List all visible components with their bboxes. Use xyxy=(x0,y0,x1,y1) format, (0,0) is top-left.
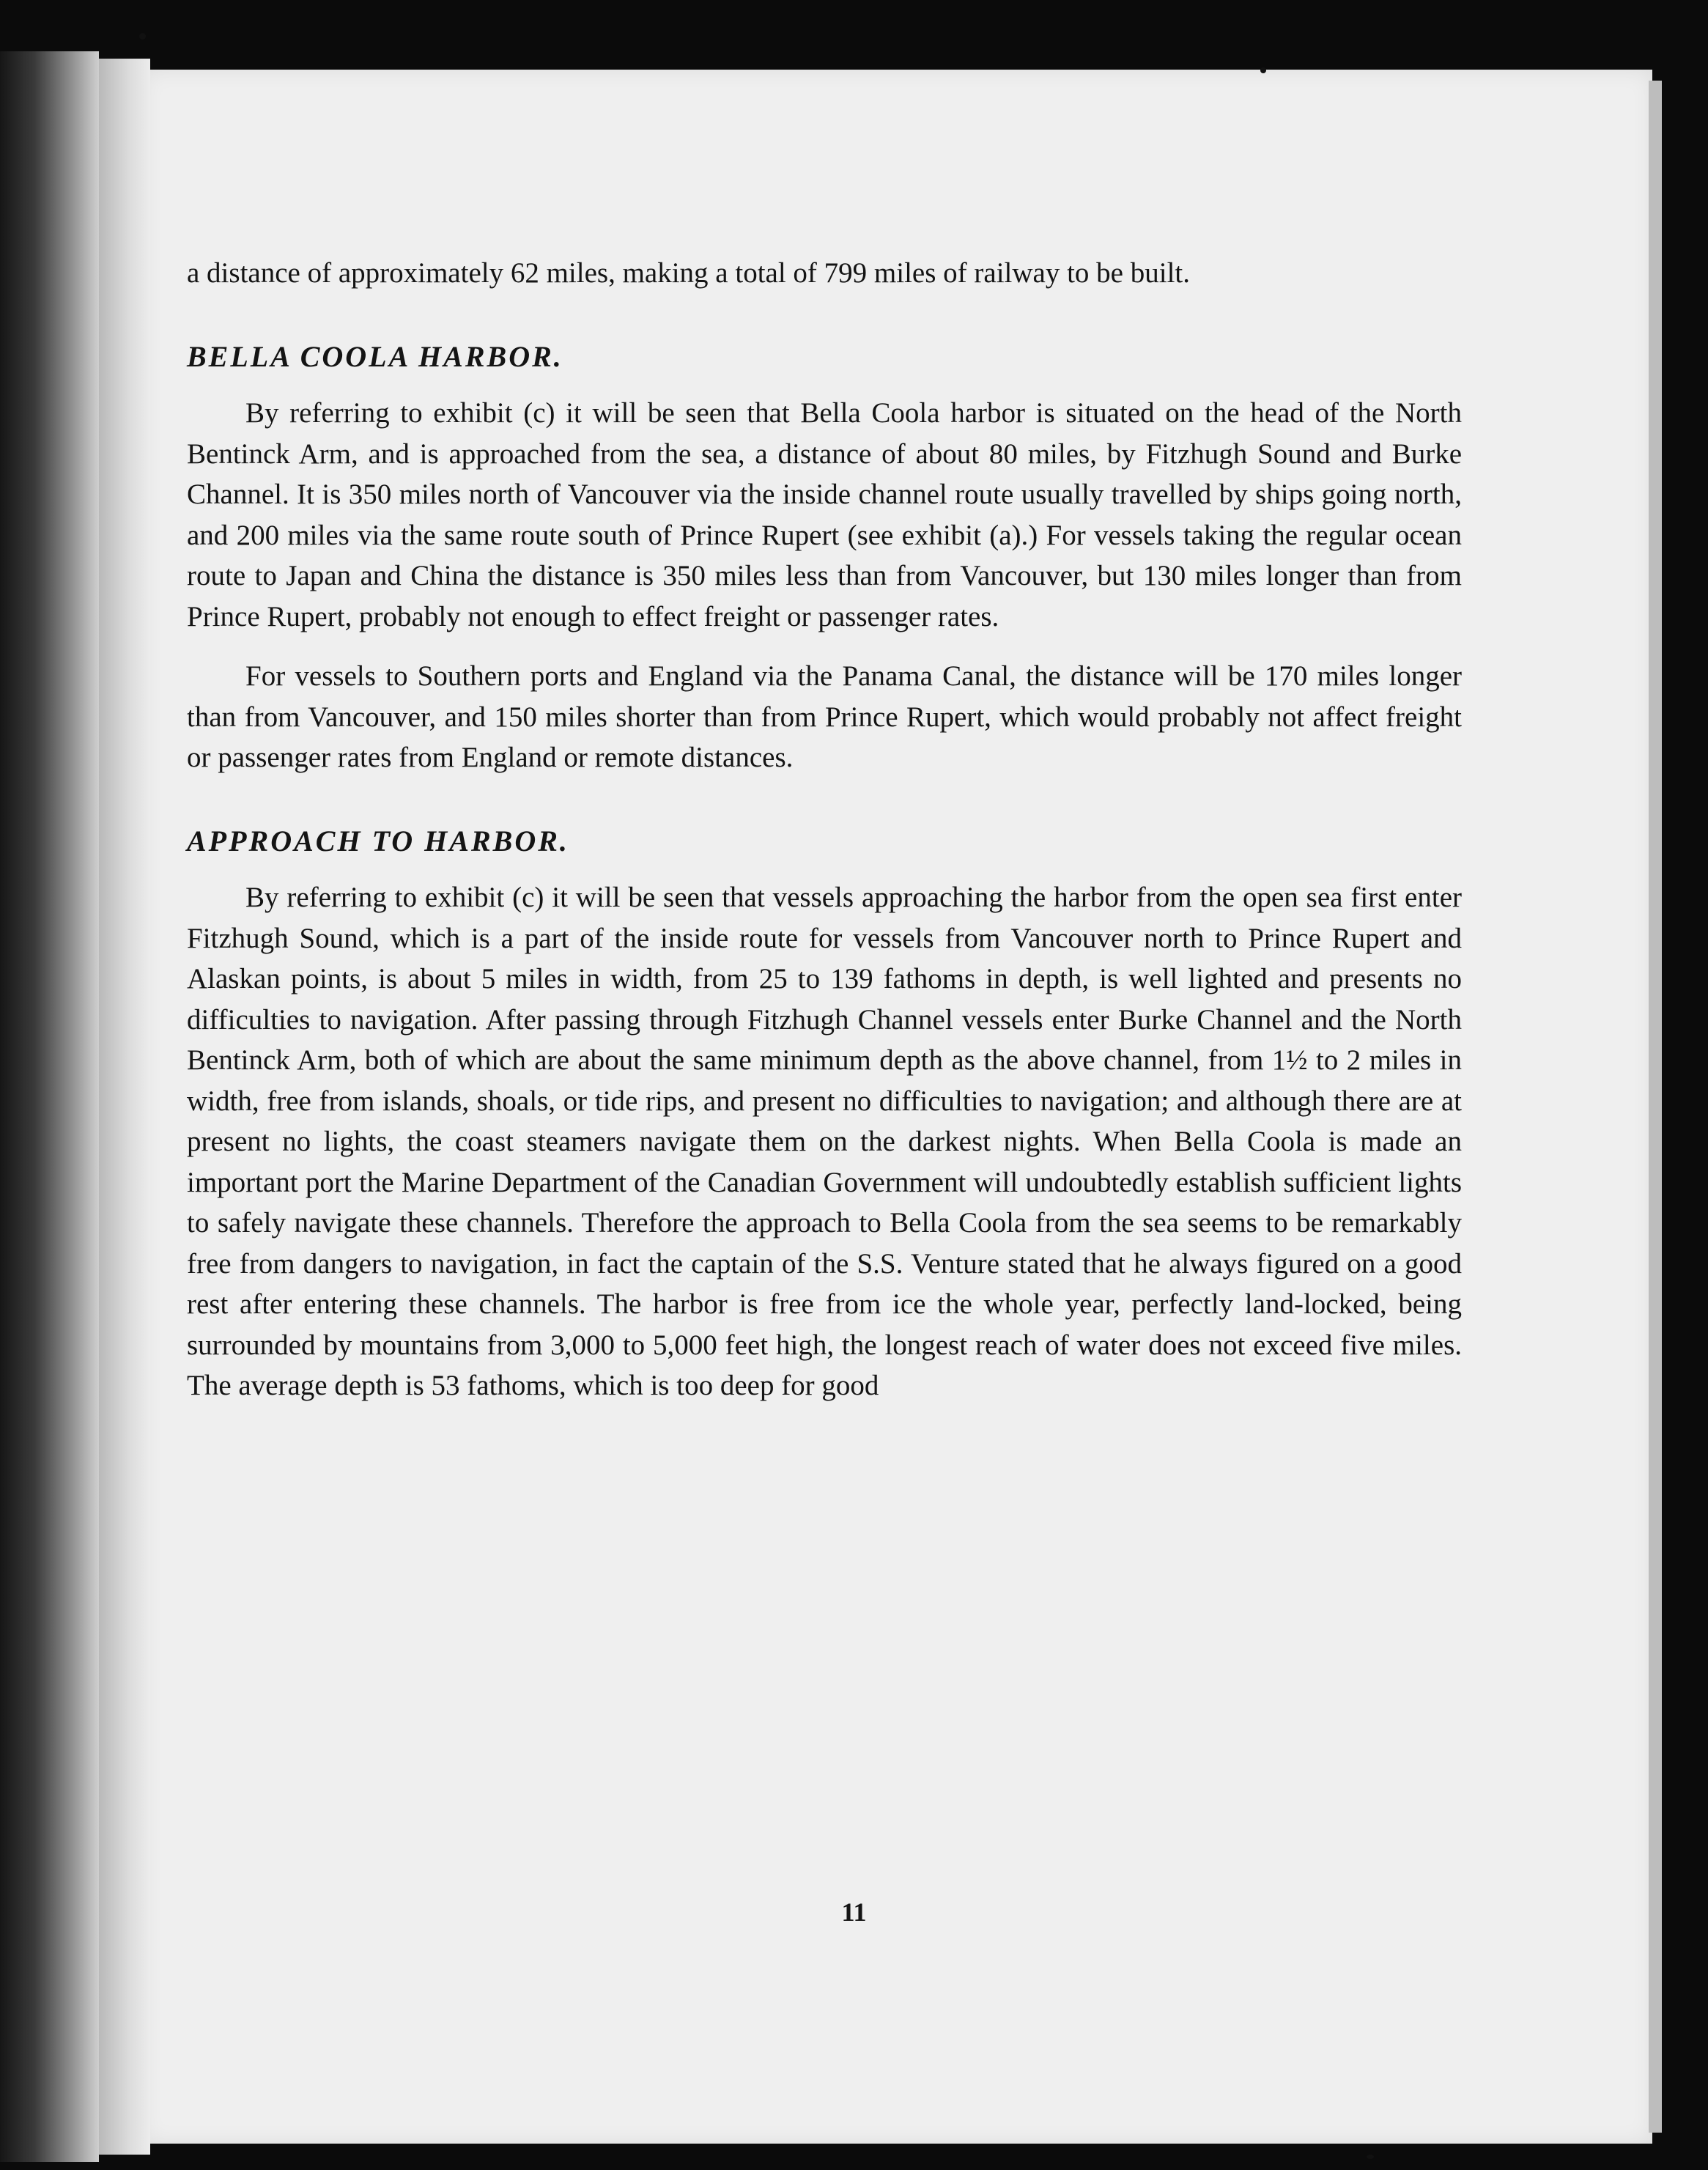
paragraph-approach-navigation: By referring to exhibit (c) it will be seen that vessels approaching the harbor from the open sea first enter Fitzhugh Sound, which is a part of the inside route for vessels from Vancouver north to Prince Rupert and Alaskan points, is about 5 miles in width, from 25 to 139 fathoms in depth, is well lighted and presents no difficulties to navigation. After passing through Fitzhugh Channel vessels enter Burke Channel and the North Bentinck Arm, both of which are about the same minimum depth as the above channel, from 1½ to 2 miles in width, free from islands, shoals, or tide rips, and present no difficulties to navigation; and although there are at present no lights, the coast steamers navigate them on the darkest nights. When Bella Coola is made an important port the Marine Department of the Canadian Government will undoubtedly establish sufficient lights to safely navigate these channels. Therefore the approach to Bella Coola from the sea seems to be remarkably free from dangers to navigation, in fact the captain of the S.S. Venture stated that he always figured on a good rest after entering these channels. The harbor is free from ice the whole year, perfectly land-locked, being surrounded by mountains from 3,000 to 5,000 feet high, the longest reach of water does not exceed five miles. The average depth is 53 fathoms, which is too deep for good xyxy=(187,882,1462,1401)
section-heading-bella-coola-harbor: BELLA COOLA HARBOR. xyxy=(187,339,563,373)
page-number: 11 xyxy=(841,1897,867,1927)
scan-speck xyxy=(1260,67,1266,73)
page-edge-shadow xyxy=(1649,81,1662,2133)
scan-speck xyxy=(139,33,146,40)
page-body-text xyxy=(187,253,1462,1406)
facing-page-edge xyxy=(0,51,99,2162)
opening-paragraph: a distance of approximately 62 miles, making a total of 799 miles of railway to be built. xyxy=(187,257,1190,289)
binding-gutter xyxy=(99,59,150,2155)
section-heading-approach-to-harbor: APPROACH TO HARBOR. xyxy=(187,824,569,857)
paragraph-panama-canal-distances: For vessels to Southern ports and England via the Panama Canal, the distance will be 170 miles longer than from Vancouver, and 150 miles shorter than from Prince Rupert, which would probably not affect freight or passenger rates from England or remote distances. xyxy=(187,660,1462,773)
scan-speck xyxy=(1367,2155,1374,2159)
paragraph-bella-coola-location: By referring to exhibit (c) it will be seen that Bella Coola harbor is situated on the head of the North Bentinck Arm, and is approached from the sea, a distance of about 80 miles, by Fitzhugh Sound and Burke Channel. It is 350 miles north of Vancouver via the inside channel route usually travelled by ships going north, and 200 miles via the same route south of Prince Rupert (see exhibit (a).) For vessels taking the regular ocean route to Japan and China the distance is 350 miles less than from Vancouver, but 130 miles longer than from Prince Rupert, probably not enough to effect freight or passenger rates. xyxy=(187,397,1462,632)
